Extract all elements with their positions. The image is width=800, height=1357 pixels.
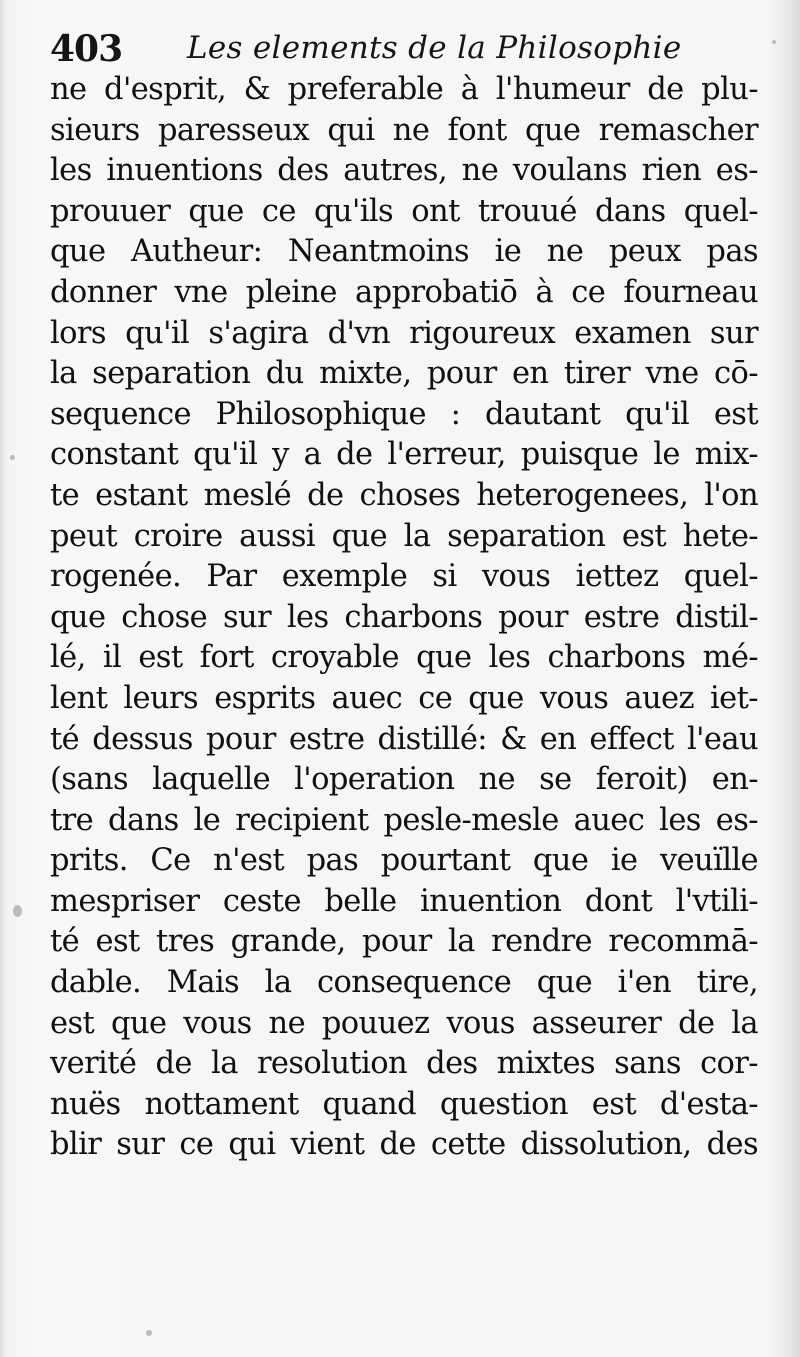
ink-speck (10, 455, 15, 460)
text-line: blir sur ce qui vient de cette dissolution, des (50, 1127, 758, 1163)
text-line: lent leurs esprits auec ce que vous auez iet- (50, 680, 758, 716)
text-line: les inuentions des autres, ne voulans rien es- (50, 153, 758, 189)
text-line: ne d'esprit, & preferable à l'humeur de plu- (50, 72, 758, 107)
text-line: nuës nottament quand question est d'esta- (50, 1086, 758, 1122)
text-line: la separation du mixte, pour en tirer vne cō- (50, 356, 758, 392)
text-line: sequence Philosophique : dautant qu'il est (50, 396, 758, 432)
text-line: constant qu'il y a de l'erreur, puisque le mix- (50, 437, 758, 473)
text-line: (sans laquelle l'operation ne se feroit) en- (50, 762, 758, 798)
page-number: 403 (50, 28, 123, 70)
text-line: sieurs paresseux qui ne font que remascher (50, 112, 758, 148)
text-line: té dessus pour estre distillé: & en effect l'eau (50, 721, 758, 757)
text-line: que chose sur les charbons pour estre distil- (50, 599, 758, 635)
text-line: lé, il est fort croyable que les charbons mé- (50, 640, 758, 676)
text-line: prouuer que ce qu'ils ont trouué dans quel- (50, 193, 758, 229)
text-line: tre dans le recipient pesle-mesle auec les es- (50, 802, 758, 838)
text-line: dable. Mais la consequence que i'en tire, (50, 965, 758, 1001)
body-text (50, 70, 758, 1166)
text-line: lors qu'il s'agira d'vn rigoureux examen sur (50, 315, 758, 351)
text-line: donner vne pleine approbatiō à ce fourneau (50, 274, 758, 310)
text-line: te estant meslé de choses heterogenees, l'on (50, 477, 758, 513)
text-line: que Autheur: Neantmoins ie ne peux pas (50, 234, 758, 270)
ink-speck (146, 1330, 152, 1336)
ink-speck (772, 40, 776, 44)
running-title: Les elements de la Philosophie (187, 30, 682, 66)
ink-speck (13, 905, 22, 917)
text-line: prits. Ce n'est pas pourtant que ie veuïlle (50, 843, 758, 879)
page-header (50, 20, 770, 76)
text-line: est que vous ne pouuez vous asseurer de la (50, 1005, 758, 1041)
text-line: verité de la resolution des mixtes sans cor- (50, 1046, 758, 1082)
text-line: rogenée. Par exemple si vous iettez quel- (50, 559, 758, 595)
text-line: mespriser ceste belle inuention dont l'vtili- (50, 883, 758, 919)
text-line: té est tres grande, pour la rendre recommā- (50, 924, 758, 960)
text-line: peut croire aussi que la separation est hete- (50, 518, 758, 554)
